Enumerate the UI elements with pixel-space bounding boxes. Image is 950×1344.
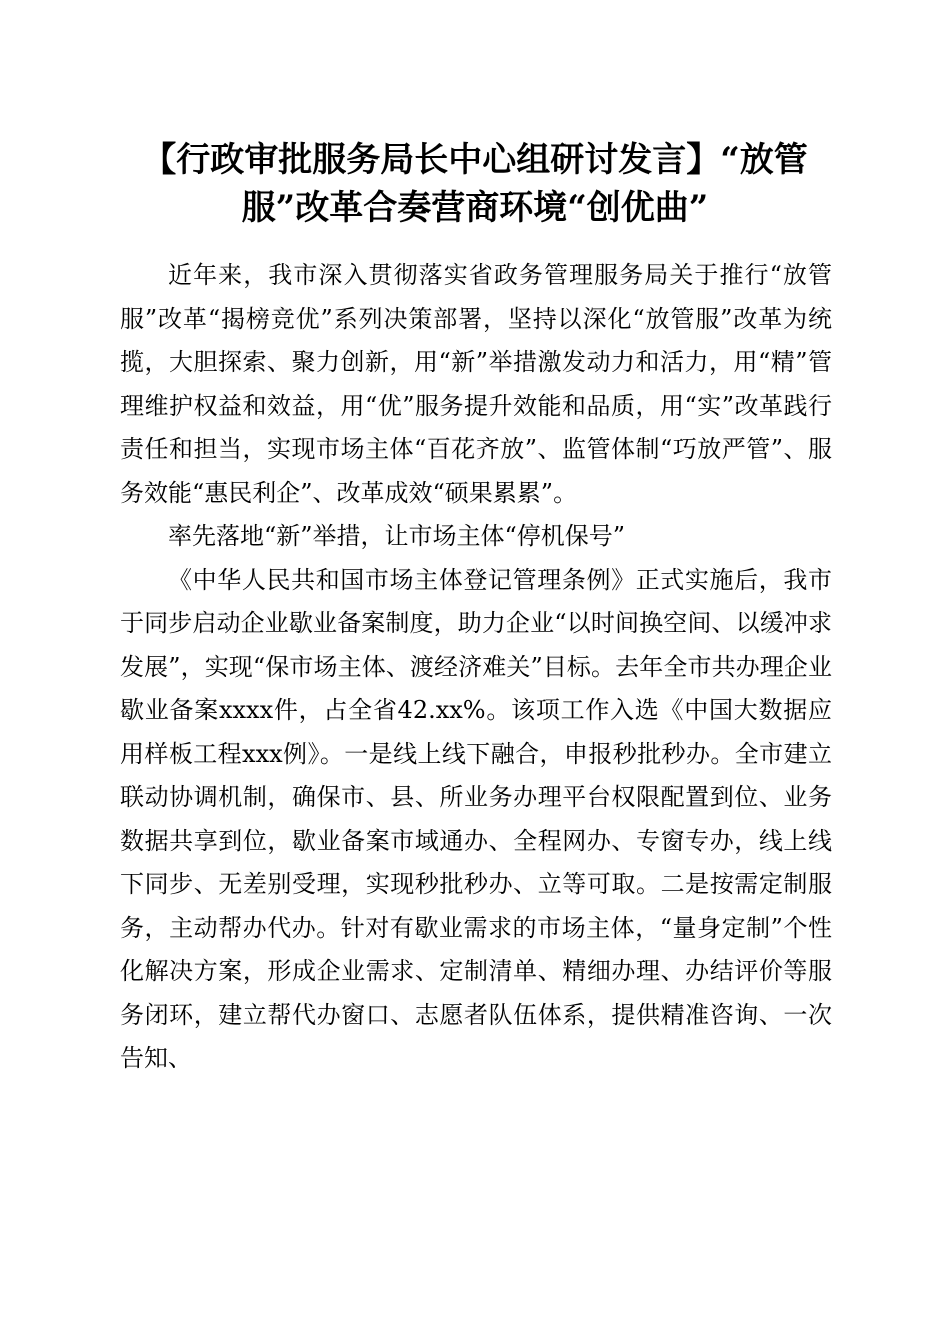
document-body	[120, 254, 832, 1081]
paragraph-section-heading: 率先落地“新”举措，让市场主体“停机保号”	[168, 522, 626, 550]
document-title: 【行政审批服务局长中心组研讨发言】“放管服”改革合奏营商环境“创优曲”	[142, 140, 808, 228]
paragraph-body: 《中华人民共和国市场主体登记管理条例》正式实施后，我市于同步启动企业歇业备案制度，助力企业“以时间换空间、以缓冲求发展”，实现“保市场主体、渡经济难关”目标。去年全市共办理企业歇业备案xxxx件，占全省42.xx%。该项工作入选《中国大数据应用样板工程xxx例》。一是线上线下融合，申报秒批秒办。全市建立联动协调机制，确保市、县、所业务办理平台权限配置到位、业务数据共享到位，歇业备案市域通办、全程网办、专窗专办，线上线下同步、无差别受理，实现秒批秒办、立等可取。二是按需定制服务，主动帮办代办。针对有歇业需求的市场主体，“量身定制”个性化解决方案，形成企业需求、定制清单、精细办理、办结评价等服务闭环，建立帮代办窗口、志愿者队伍体系，提供精准咨询、一次告知、	[120, 565, 832, 1072]
paragraph-intro: 近年来，我市深入贯彻落实省政务管理服务局关于推行“放管服”改革“揭榜竞优”系列决策部署，坚持以深化“放管服”改革为统揽，大胆探索、聚力创新，用“新”举措激发动力和活力，用“精”管理维护权益和效益，用“优”服务提升效能和品质，用“实”改革践行责任和担当，实现市场主体“百花齐放”、监管体制“巧放严管”、服务效能“惠民利企”、改革成效“硕果累累”。	[120, 261, 832, 507]
